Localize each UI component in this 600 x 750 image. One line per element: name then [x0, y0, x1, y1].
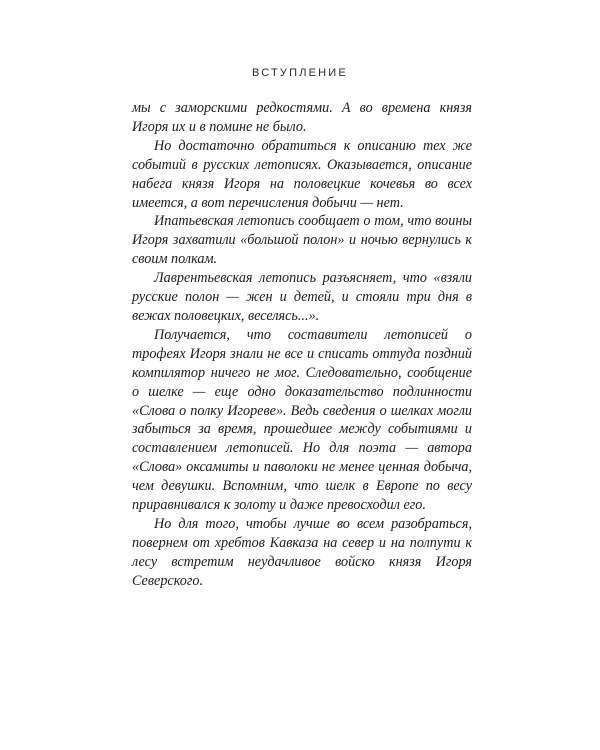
- body-text: [132, 99, 472, 591]
- paragraph: Лаврентьевская летопись разъясняет, что «взяли русские полон — жен и детей, и стояли три дня в вежах половецких, веселясь...».: [132, 270, 472, 324]
- paragraph: Но достаточно обратиться к описанию тех же событий в русских летописях. Оказывается, описание набега князя Игоря на половецкие кочевья во всех имеется, а вот перечисления добычи — нет.: [132, 137, 472, 211]
- paragraph-continued: мы с заморскими редкостями. А во времена князя Игоря их и в помине не было.: [132, 100, 472, 135]
- paragraph: Ипатьевская летопись сообщает о том, что воины Игоря захватили «большой полон» и ночью вернулись к своим полкам.: [132, 213, 472, 268]
- running-head: ВСТУПЛЕНИЕ: [252, 67, 348, 79]
- paragraph: Получается, что составители летописей о трофеях Игоря знали не все и списать оттуда поздний компилятор ничего не мог. Следовательно, сообщение о шелке — еще одно доказательство подлинности «Слова о полку Игореве». Ведь сведения о шелках могли забыться за время, прошедшее между событиями и составлением летописей. Но для поэта — автора «Слова» оксамиты и паволоки не менее ценная добыча, чем девушки. Вспомним, что шелк в Европе по весу приравнивался к золоту и даже превосходил его.: [132, 326, 472, 514]
- paragraph: Но для того, чтобы лучше во всем разобраться, повернем от хребтов Кавказа на север и на полпути к лесу встретим неудачливое войско князя Игоря Северского.: [132, 515, 472, 589]
